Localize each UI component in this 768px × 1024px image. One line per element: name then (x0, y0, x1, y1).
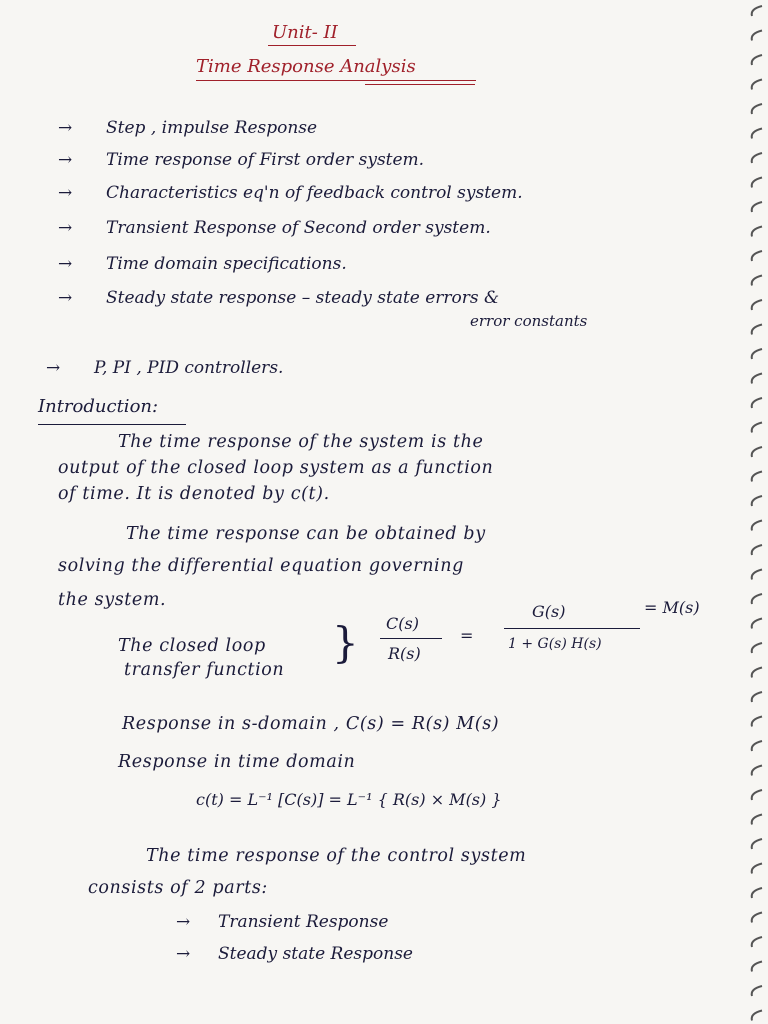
spiral-ring (752, 31, 762, 41)
spiral-ring (752, 6, 762, 16)
part-item: → Steady state Response (176, 944, 413, 964)
equals-sign: = (460, 626, 474, 645)
arrow-icon: → (46, 358, 61, 378)
spiral-ring (752, 864, 762, 874)
transfer-label: The closed loop (118, 636, 266, 656)
spiral-ring (752, 472, 762, 482)
topic-item: → Characteristics eq'n of feedback control system. (58, 183, 523, 203)
spiral-ring (752, 80, 762, 90)
spiral-ring (752, 129, 762, 139)
spiral-ring (752, 227, 762, 237)
fraction-numerator: C(s) (386, 614, 419, 633)
spiral-ring (752, 545, 762, 555)
arrow-icon: → (58, 118, 73, 138)
spiral-ring (752, 937, 762, 947)
part-item: → Transient Response (176, 912, 389, 932)
fraction-bar (380, 638, 442, 639)
topic-item: → Step , impulse Response (58, 118, 318, 138)
paragraph-line: output of the closed loop system as a function (58, 458, 494, 478)
topic-continuation: error constants (470, 312, 588, 330)
heading-underline (38, 424, 186, 425)
unit-underline (268, 45, 356, 46)
paragraph-line: The time response of the system is the (118, 432, 484, 452)
brace-icon: } (332, 618, 359, 667)
spiral-ring (752, 178, 762, 188)
spiral-ring (752, 55, 762, 65)
spiral-ring (752, 251, 762, 261)
spiral-ring (752, 374, 762, 384)
spiral-ring (752, 398, 762, 408)
spiral-ring (752, 741, 762, 751)
fraction-denominator: 1 + G(s) H(s) (508, 636, 602, 652)
paragraph-line: The time response can be obtained by (126, 524, 486, 544)
unit-heading: Unit- II (272, 22, 338, 43)
arrow-icon: → (176, 912, 191, 932)
spiral-binding (732, 0, 768, 1024)
arrow-icon: → (58, 183, 73, 203)
topic-item: → Steady state response – steady state errors & (58, 288, 500, 308)
paragraph-line: The time response of the control system (146, 846, 527, 866)
arrow-icon: → (58, 218, 73, 238)
title-underline-2 (365, 84, 475, 85)
paragraph-line: consists of 2 parts: (88, 878, 268, 898)
section-heading: Introduction: (38, 396, 159, 417)
arrow-icon: → (58, 288, 73, 308)
spiral-ring (752, 668, 762, 678)
topic-item: → Time domain specifications. (58, 254, 347, 274)
fraction-denominator: R(s) (388, 644, 421, 663)
topic-item: → P, PI , PID controllers. (46, 358, 284, 378)
time-domain-formula: c(t) = L⁻¹ [C(s)] = L⁻¹ { R(s) × M(s) } (196, 790, 502, 809)
spiral-ring (752, 496, 762, 506)
spiral-ring (752, 913, 762, 923)
fraction-bar (504, 628, 640, 629)
topic-item: → Transient Response of Second order system. (58, 218, 491, 238)
spiral-ring (752, 570, 762, 580)
fraction-numerator: G(s) (532, 602, 566, 621)
s-domain-line: Response in s-domain , C(s) = R(s) M(s) (122, 714, 500, 734)
paragraph-line: the system. (58, 590, 167, 610)
spiral-ring (752, 1011, 762, 1021)
arrow-icon: → (58, 254, 73, 274)
spiral-ring (752, 104, 762, 114)
spiral-ring (752, 594, 762, 604)
topic-item: → Time response of First order system. (58, 150, 425, 170)
spiral-ring (752, 839, 762, 849)
spiral-ring (752, 276, 762, 286)
spiral-ring (752, 521, 762, 531)
spiral-ring (752, 692, 762, 702)
spiral-ring (752, 643, 762, 653)
arrow-icon: → (176, 944, 191, 964)
equals-m: = M(s) (644, 598, 700, 617)
spiral-ring (752, 447, 762, 457)
spiral-ring (752, 423, 762, 433)
spiral-ring (752, 349, 762, 359)
spiral-ring (752, 717, 762, 727)
spiral-ring (752, 325, 762, 335)
spiral-ring (752, 815, 762, 825)
spiral-ring (752, 962, 762, 972)
time-domain-label: Response in time domain (118, 752, 356, 772)
spiral-ring (752, 986, 762, 996)
paragraph-line: solving the differential equation governing (58, 556, 464, 576)
spiral-ring (752, 619, 762, 629)
paragraph-line: of time. It is denoted by c(t). (58, 484, 330, 504)
spiral-ring (752, 300, 762, 310)
spiral-ring (752, 790, 762, 800)
transfer-label: transfer function (124, 660, 285, 680)
spiral-ring (752, 888, 762, 898)
arrow-icon: → (58, 150, 73, 170)
page-title: Time Response Analysis (196, 56, 416, 77)
spiral-ring (752, 202, 762, 212)
spiral-ring (752, 153, 762, 163)
title-underline (196, 80, 476, 81)
spiral-ring (752, 766, 762, 776)
